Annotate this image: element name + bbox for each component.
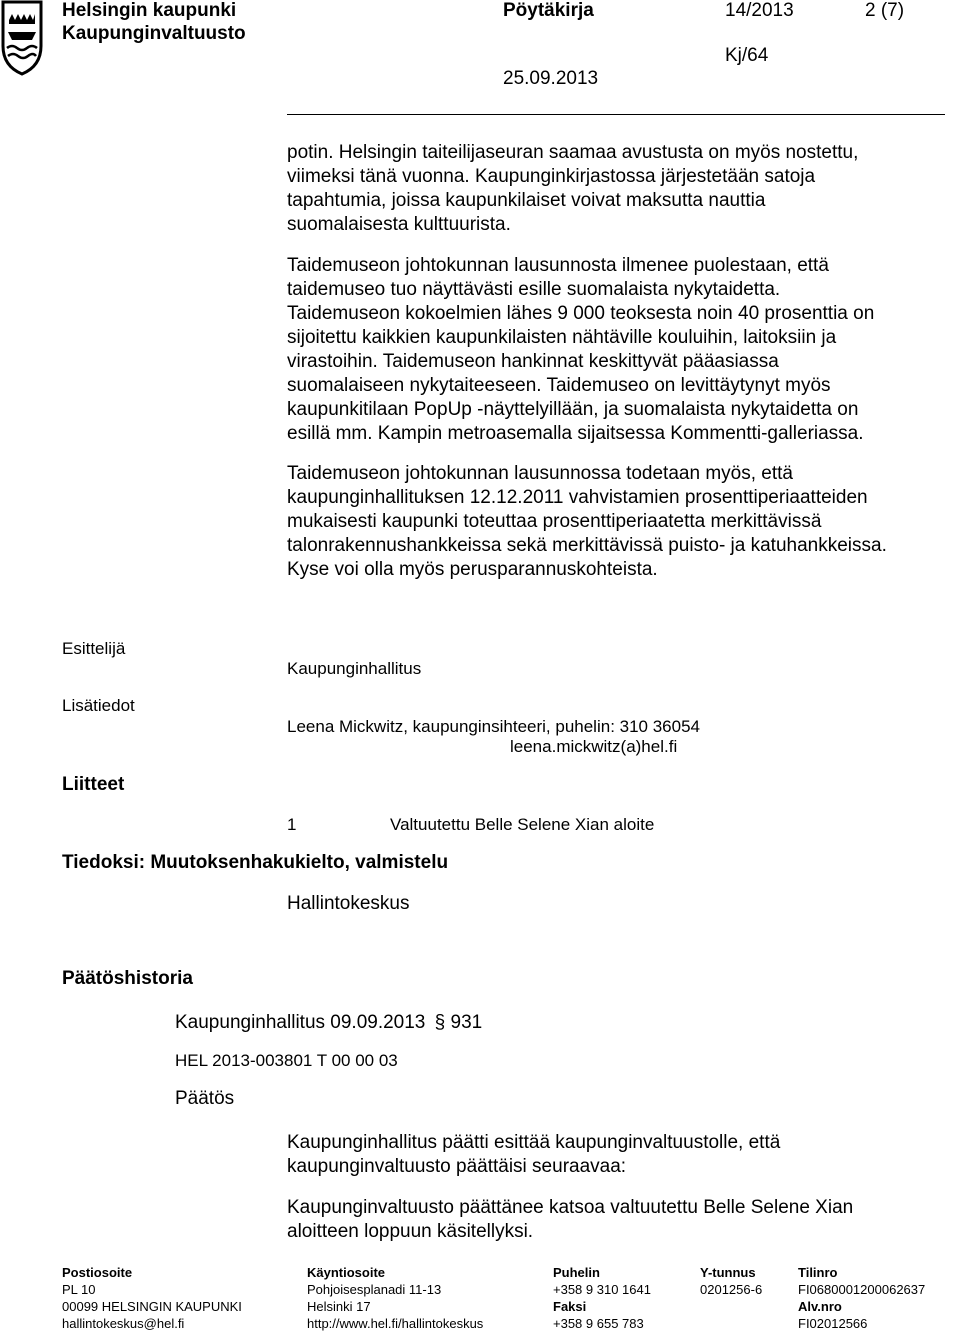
lisatiedot-contact: Leena Mickwitz, kaupunginsihteeri, puhelin: 310 36054 bbox=[287, 717, 700, 736]
esittelija-value: Kaupunginhallitus bbox=[287, 659, 422, 678]
paragraph-2 bbox=[287, 254, 937, 446]
text-line: virastoihin. Taidemuseon hankinnat keskittyvät pääasiassa bbox=[287, 351, 779, 372]
footer-line: 0201256-6 bbox=[700, 1282, 763, 1297]
text-line: sijoitettu kaikkien kaupunkilaisten nähtäville kouluihin, laitoksiin ja bbox=[287, 327, 837, 348]
footer-line: PL 10 bbox=[62, 1282, 96, 1297]
footer-line: +358 9 310 1641 bbox=[553, 1282, 651, 1297]
decision-text bbox=[287, 1131, 937, 1179]
footer-heading: Faksi bbox=[553, 1299, 587, 1314]
history-meeting bbox=[175, 1012, 482, 1034]
attachment-title: Valtuutettu Belle Selene Xian aloite bbox=[390, 815, 655, 834]
section-icon: § bbox=[434, 1012, 446, 1033]
footer-line: Helsinki 17 bbox=[307, 1299, 371, 1314]
text-line: tapahtumia, joissa kaupunkilaiset voivat maksutta nauttia bbox=[287, 190, 766, 211]
text-line: Kyse voi olla myös perusparannuskohteista. bbox=[287, 559, 658, 580]
footer-line: 00099 HELSINGIN KAUPUNKI bbox=[62, 1299, 242, 1314]
footer-account bbox=[798, 1264, 925, 1332]
page-number: 2 (7) bbox=[865, 0, 905, 21]
footer-line: Pohjoisesplanadi 11-13 bbox=[307, 1282, 442, 1297]
lisatiedot-label: Lisätiedot bbox=[62, 696, 135, 715]
footer-phone bbox=[553, 1264, 651, 1332]
liitteet-label: Liitteet bbox=[62, 774, 125, 795]
text-line: Kaupunginvaltuusto päättänee katsoa valtuutettu Belle Selene Xian bbox=[287, 1197, 854, 1218]
organization-unit: Kaupunginvaltuusto bbox=[62, 23, 246, 44]
reference-code: Kj/64 bbox=[725, 45, 769, 66]
paragraph-1 bbox=[287, 141, 937, 237]
attachment-number: 1 bbox=[287, 815, 297, 834]
footer-postal-address bbox=[62, 1264, 242, 1332]
footer-heading: Alv.nro bbox=[798, 1299, 842, 1314]
text-line: Taidemuseon johtokunnan lausunnosta ilmenee puolestaan, että bbox=[287, 255, 829, 276]
text-line: Taidemuseon johtokunnan lausunnossa todetaan myös, että bbox=[287, 463, 793, 484]
footer-url: http://www.hel.fi/hallintokeskus bbox=[307, 1316, 484, 1331]
text-line: kaupunkitilaan PopUp -näyttelyillään, ja suomalaista nykytaidetta on bbox=[287, 399, 859, 420]
footer-heading: Puhelin bbox=[553, 1265, 600, 1280]
text-line: kaupunginvaltuusto päättäisi seuraavaa: bbox=[287, 1156, 627, 1177]
helsinki-crest-logo bbox=[0, 0, 44, 76]
footer-line: FI02012566 bbox=[798, 1316, 868, 1331]
text-line: taidemuseo tuo näyttävästi esille suomalaista nykytaidetta. bbox=[287, 279, 781, 300]
footer-business-id bbox=[700, 1264, 762, 1298]
text-line: suomalaiseen nykytaiteeseen. Taidemuseo on levittäytynyt myös bbox=[287, 375, 831, 396]
esittelija-label: Esittelijä bbox=[62, 639, 126, 658]
text-line: aloitteen loppuun käsitellyksi. bbox=[287, 1221, 534, 1242]
footer-heading: Käyntiosoite bbox=[307, 1265, 386, 1280]
section-number: 931 bbox=[450, 1012, 483, 1033]
paragraph-3 bbox=[287, 462, 937, 582]
text-line: suomalaisesta kulttuurista. bbox=[287, 214, 511, 235]
footer-heading: Y-tunnus bbox=[700, 1265, 756, 1280]
document-number: 14/2013 bbox=[725, 0, 794, 21]
footer-heading: Tilinro bbox=[798, 1265, 838, 1280]
footer-line: FI0680001200062637 bbox=[798, 1282, 926, 1297]
document-date: 25.09.2013 bbox=[503, 68, 599, 89]
case-id: HEL 2013-003801 T 00 00 03 bbox=[175, 1051, 398, 1070]
header-divider bbox=[287, 114, 945, 115]
text-line: kaupunginhallituksen 12.12.2011 vahvistamien prosenttiperiaatteiden bbox=[287, 487, 868, 508]
text-line: Kaupunginhallitus päätti esittää kaupunginvaltuustolle, että bbox=[287, 1132, 781, 1153]
proposal-text bbox=[287, 1196, 937, 1244]
footer-line: +358 9 655 783 bbox=[553, 1316, 644, 1331]
history-title: Päätöshistoria bbox=[62, 968, 193, 989]
meeting-name-date: Kaupunginhallitus 09.09.2013 bbox=[175, 1012, 426, 1033]
footer-visiting-address bbox=[307, 1264, 483, 1332]
text-line: talonrakennushankkeissa sekä merkittävissä puisto- ja katuhankkeissa. bbox=[287, 535, 887, 556]
organization-name: Helsingin kaupunki bbox=[62, 0, 237, 21]
tiedoksi-label: Tiedoksi: Muutoksenhakukielto, valmistelu bbox=[62, 852, 449, 873]
text-line: Taidemuseon kokoelmien lähes 9 000 teoksesta noin 40 prosenttia on bbox=[287, 303, 875, 324]
tiedoksi-value: Hallintokeskus bbox=[287, 893, 410, 914]
text-line: viimeksi tänä vuonna. Kaupunginkirjastossa järjestetään satoja bbox=[287, 166, 816, 187]
footer-email: hallintokeskus@hel.fi bbox=[62, 1316, 185, 1331]
lisatiedot-email: leena.mickwitz(a)hel.fi bbox=[510, 737, 678, 756]
text-line: mukaisesti kaupunki toteuttaa prosenttiperiaatetta merkittävissä bbox=[287, 511, 822, 532]
text-line: potin. Helsingin taiteilijaseuran saamaa avustusta on myös nostettu, bbox=[287, 142, 859, 163]
decision-label: Päätös bbox=[175, 1088, 235, 1109]
text-line: esillä mm. Kampin metroasemalla sijaitsessa Kommentti-galleriassa. bbox=[287, 423, 864, 444]
document-type: Pöytäkirja bbox=[503, 0, 594, 21]
footer-heading: Postiosoite bbox=[62, 1265, 133, 1280]
